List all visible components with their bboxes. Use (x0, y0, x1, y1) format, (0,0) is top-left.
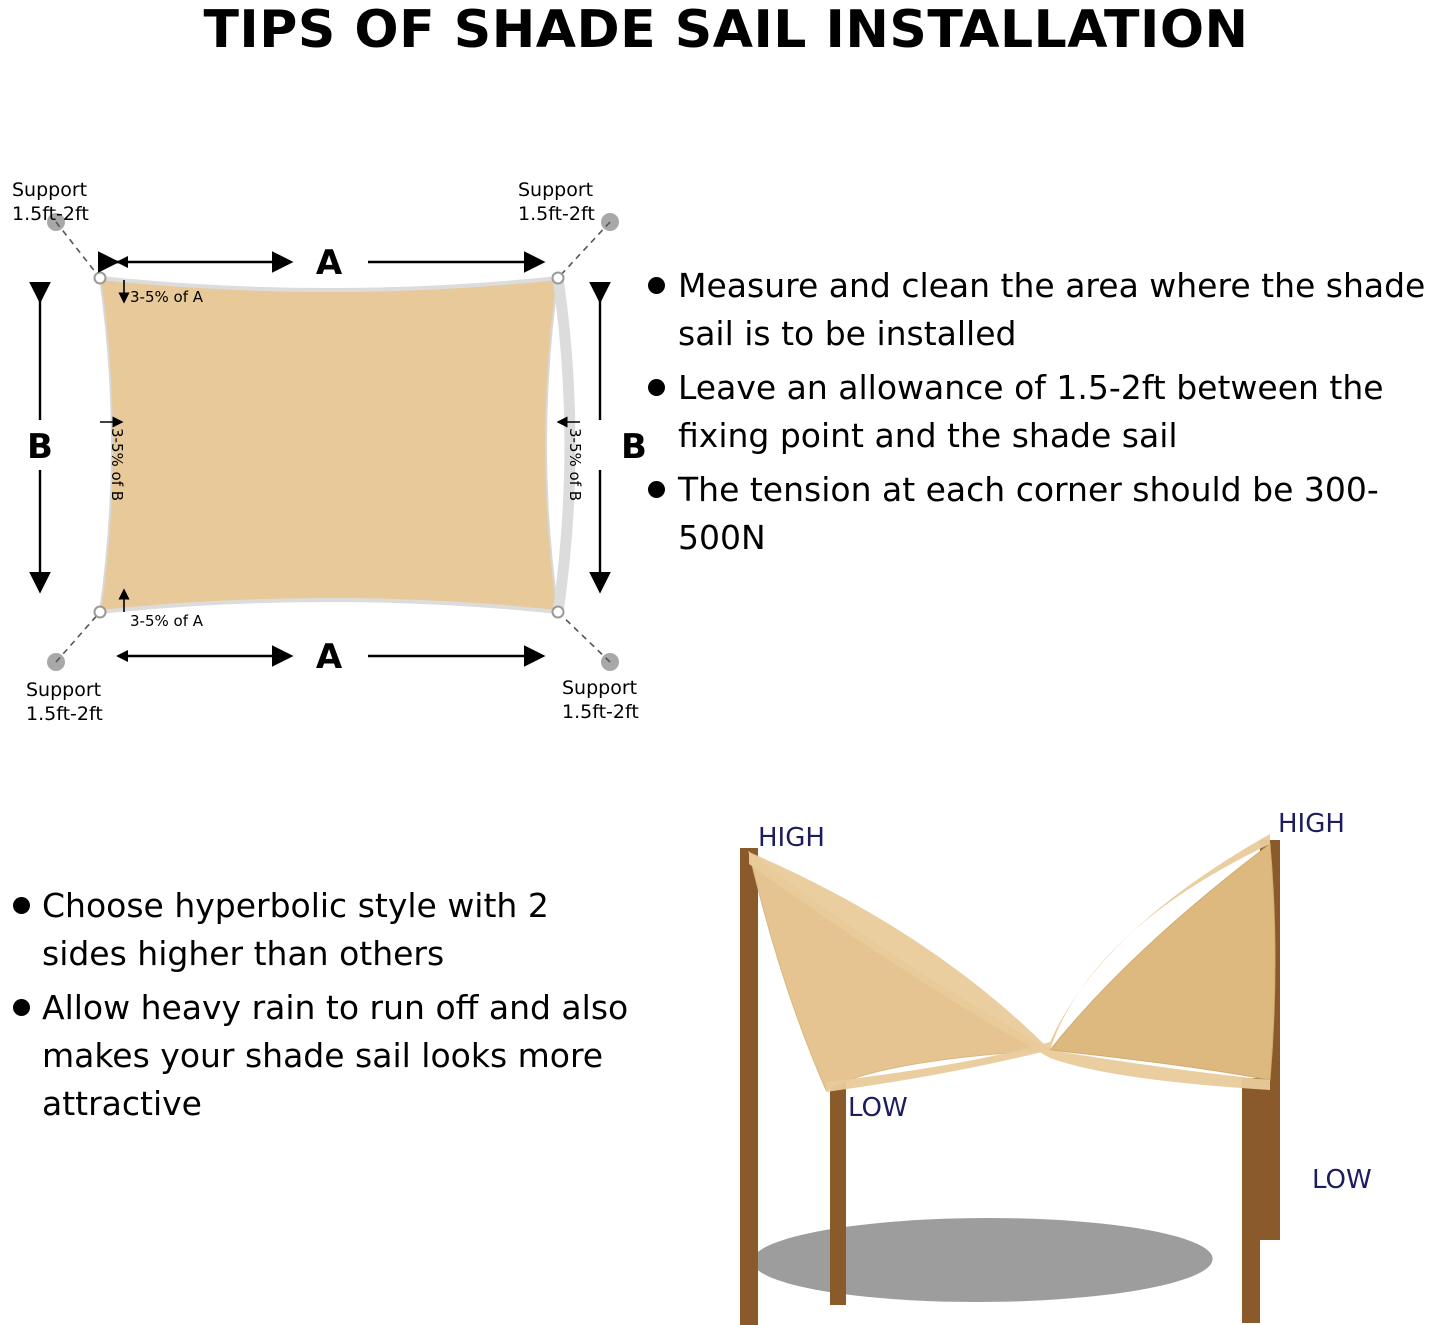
curve-bottom-label: 3-5% of A (130, 612, 204, 630)
support-label-bottom-left (26, 679, 103, 725)
dim-bottom-a-label: A (315, 637, 343, 677)
post-back-right (1242, 1078, 1260, 1323)
dim-top-a-label: A (315, 243, 343, 283)
bullet-icon (0, 882, 42, 914)
label-high-left: HIGH (758, 823, 825, 853)
support-bl-line2: 1.5ft-2ft (26, 703, 103, 725)
installation-tips-list (648, 262, 1448, 568)
curve-left-label: 3-5% of B (108, 428, 126, 502)
list-item (0, 882, 640, 978)
dimension-top-a (116, 243, 542, 283)
support-br-line1: Support (562, 677, 638, 699)
bullet-icon (648, 364, 678, 396)
list-item (648, 466, 1448, 562)
tip-text: The tension at each corner should be 300-500N (678, 470, 1379, 557)
dimension-left-b (27, 300, 53, 590)
label-low-right: LOW (1312, 1165, 1372, 1195)
dimension-bottom-a (116, 637, 542, 677)
post-back-left (830, 1080, 846, 1305)
ground-shadow (747, 1218, 1219, 1302)
label-low-left: LOW (848, 1093, 908, 1123)
sail-fabric (749, 834, 1275, 1092)
style-tip-text: Allow heavy rain to run off and also makes your shade sail looks more attractive (42, 988, 629, 1123)
label-high-right: HIGH (1278, 809, 1345, 839)
tip-text: Leave an allowance of 1.5-2ft between the fixing point and the shade sail (678, 368, 1384, 455)
support-bl-line1: Support (26, 679, 102, 701)
style-tips-list (0, 882, 640, 1134)
dimension-right-b (600, 300, 647, 590)
support-label-top-left (12, 179, 89, 225)
dim-left-b-label: B (27, 427, 53, 467)
list-item (648, 262, 1448, 358)
list-item (0, 984, 640, 1128)
style-tip-text: Choose hyperbolic style with 2 sides higher than others (42, 886, 549, 973)
bullet-icon (648, 262, 678, 294)
curve-right-label: 3-5% of B (566, 428, 584, 502)
support-label-bottom-right (562, 677, 639, 723)
support-label-top-right (518, 179, 595, 225)
tip-text: Measure and clean the area where the shade sail is to be installed (678, 266, 1426, 353)
post-high-left (740, 848, 758, 1325)
sail-shape (95, 273, 571, 618)
curve-callout-left (100, 422, 126, 501)
dim-right-b-label: B (621, 427, 647, 467)
support-tl-line2: 1.5ft-2ft (12, 203, 89, 225)
support-tr-line2: 1.5ft-2ft (518, 203, 595, 225)
hyperbolic-sail-diagram (630, 780, 1450, 1325)
support-br-line2: 1.5ft-2ft (562, 701, 639, 723)
curve-top-label: 3-5% of A (130, 288, 204, 306)
bullet-icon (0, 984, 42, 1016)
curve-callout-right (558, 422, 584, 501)
support-tl-line1: Support (12, 179, 88, 201)
page-title: TIPS OF SHADE SAIL INSTALLATION (203, 0, 1249, 60)
bullet-icon (648, 466, 678, 498)
rectangular-sail-diagram (0, 150, 660, 750)
support-tr-line1: Support (518, 179, 594, 201)
list-item (648, 364, 1448, 460)
